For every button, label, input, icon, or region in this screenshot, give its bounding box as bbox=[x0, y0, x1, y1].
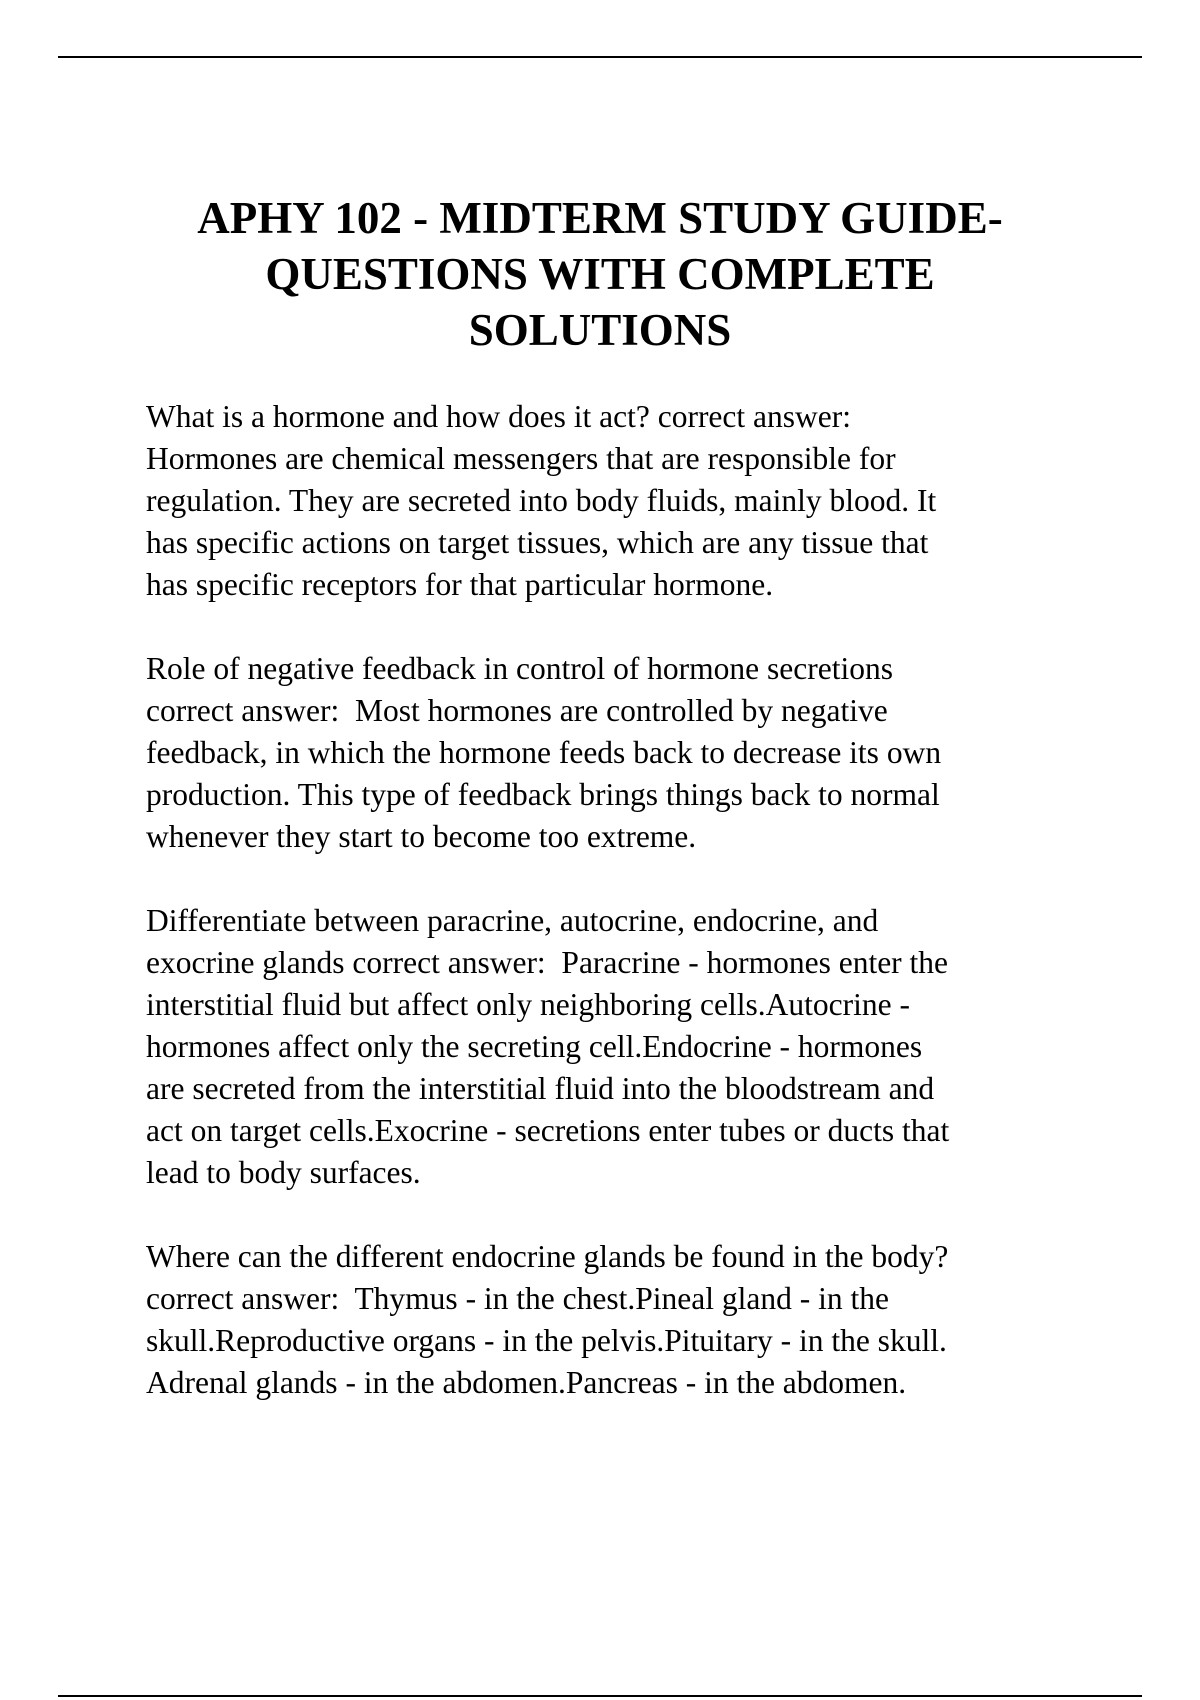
qa-entry-hormone: What is a hormone and how does it act? correct answer: Hormones are chemical messengers that are responsible for regulation. They are secreted into body fluids, mainly blood. It has specific actions on target tissues, which are any tissue that has specific receptors for that particular hormone. bbox=[146, 399, 937, 602]
qa-entry-negative-feedback: Role of negative feedback in control of hormone secretions correct answer: Most hormones are controlled by negative feedback, in which the hormone feeds back to decrease its own production. This type of feedback brings things back to normal whenever they start to become too extreme. bbox=[146, 651, 942, 854]
document-body bbox=[146, 396, 1086, 1446]
bottom-divider bbox=[58, 1695, 1142, 1697]
document-title: APHY 102 - MIDTERM STUDY GUIDE- QUESTIONS WITH COMPLETE SOLUTIONS bbox=[197, 193, 1003, 355]
qa-entry-gland-locations: Where can the different endocrine glands be found in the body? correct answer: Thymus - in the chest.Pineal gland - in the skull.Reproductive organs - in the pelvis.Pituitary - in the skull. Adrenal glands - in the abdomen.Pancreas - in the abdomen. bbox=[146, 1239, 949, 1400]
top-divider bbox=[58, 56, 1142, 58]
qa-entry-gland-types: Differentiate between paracrine, autocrine, endocrine, and exocrine glands correct answer: Paracrine - hormones enter the interstitial fluid but affect only neighboring cells.Autocrine - hormones affect only the secreting cell.Endocrine - hormones are secreted from the interstitial fluid into the bloodstream and act on target cells.Exocrine - secretions enter tubes or ducts that lead to body surfaces. bbox=[146, 903, 950, 1190]
